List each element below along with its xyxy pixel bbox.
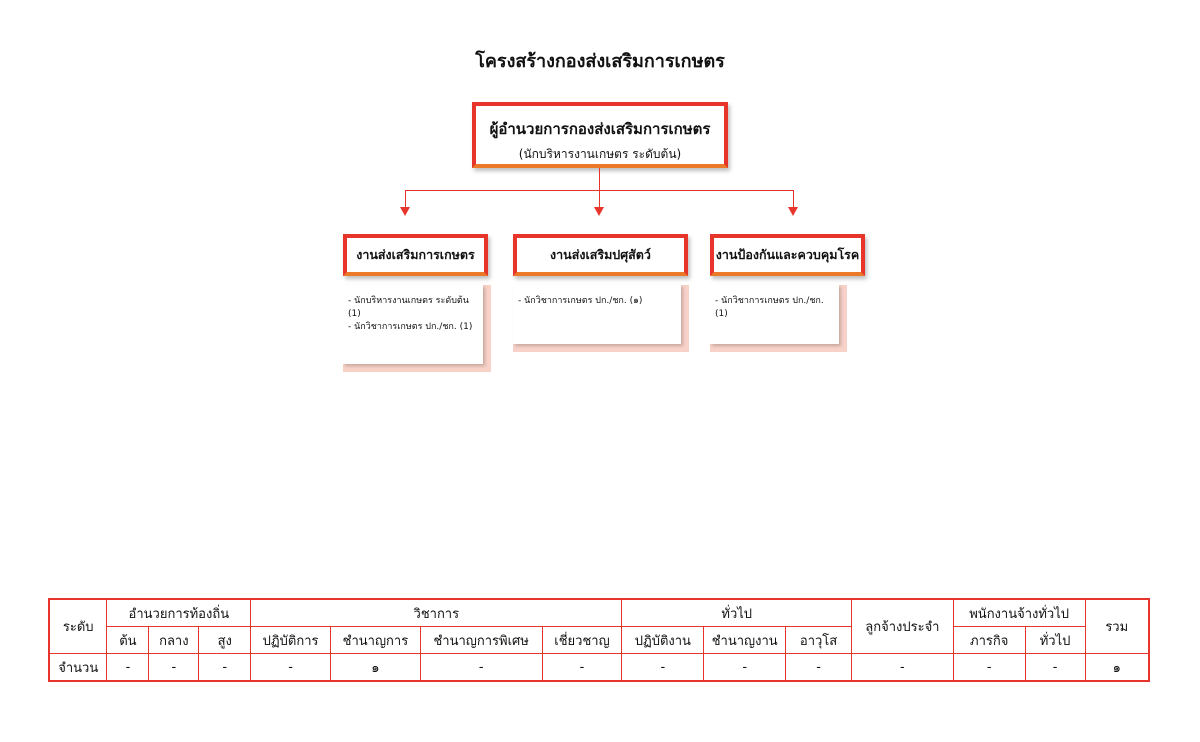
duty-box-agriculture-promotion [343, 285, 491, 372]
count-ac-expert: - [542, 654, 622, 682]
count-permanent: - [852, 654, 954, 682]
duty-item: - นักวิชาการเกษตร ปก./ชก. (1) [348, 322, 473, 332]
count-ac-practitioner: - [251, 654, 331, 682]
sub-ld-mid: กลาง [149, 627, 199, 654]
duty-item: - นักบริหารงานเกษตร ระดับต้น (1) [348, 296, 469, 319]
row-label-count: จำนวน [49, 654, 107, 682]
sub-se-mission: ภารกิจ [953, 627, 1025, 654]
table-subheader-row [49, 627, 1149, 654]
table-row [49, 654, 1149, 682]
count-se-mission: - [953, 654, 1025, 682]
unit-box-agriculture-promotion [343, 234, 488, 276]
count-ge-experienced: - [704, 654, 786, 682]
director-box [472, 102, 728, 168]
arrow-center [594, 207, 604, 216]
sub-ac-practitioner: ปฏิบัติการ [251, 627, 331, 654]
sub-ac-professional: ชำนาญการ [331, 627, 421, 654]
duty-box-disease-prevention [710, 285, 847, 352]
connector-center [599, 190, 600, 208]
duty-item: - นักวิชาการเกษตร ปก./ชก. (1) [715, 296, 824, 319]
sub-ge-experienced: ชำนาญงาน [704, 627, 786, 654]
director-name: ผู้อำนวยการกองส่งเสริมการเกษตร [489, 120, 711, 138]
sub-ld-low: ต้น [107, 627, 149, 654]
count-ge-operator: - [622, 654, 704, 682]
duty-box-livestock-promotion [513, 285, 689, 352]
arrow-right [788, 207, 798, 216]
header-general: ทั่วไป [622, 599, 852, 627]
header-level: ระดับ [49, 599, 107, 654]
director-position: (นักบริหารงานเกษตร ระดับต้น) [518, 147, 682, 161]
unit-name: งานส่งเสริมการเกษตร [356, 247, 475, 262]
page-title: โครงสร้างกองส่งเสริมการเกษตร [475, 51, 725, 72]
unit-name: งานส่งเสริมปศุสัตว์ [550, 247, 651, 262]
sub-se-general: ทั่วไป [1025, 627, 1085, 654]
header-local-director: อำนวยการท้องถิ่น [107, 599, 251, 627]
sub-ge-operator: ปฏิบัติงาน [622, 627, 704, 654]
arrow-left [400, 207, 410, 216]
unit-box-livestock-promotion [513, 234, 688, 276]
count-ld-low: - [107, 654, 149, 682]
sub-ac-senior: ชำนาญการพิเศษ [420, 627, 542, 654]
header-staff-employee: พนักงานจ้างทั่วไป [953, 599, 1085, 627]
count-ld-high: - [199, 654, 251, 682]
sub-ld-high: สูง [199, 627, 251, 654]
header-academic: วิชาการ [251, 599, 622, 627]
duty-item: - นักวิชาการเกษตร ปก./ชก. (๑) [518, 296, 643, 306]
count-ac-professional: ๑ [331, 654, 421, 682]
connector-right [793, 190, 794, 208]
count-se-general: - [1025, 654, 1085, 682]
connector-vertical-main [599, 168, 600, 190]
sub-ge-senior: อาวุโส [786, 627, 852, 654]
unit-name: งานป้องกันและควบคุมโรค [715, 247, 860, 262]
unit-box-disease-prevention [710, 234, 865, 276]
table-header-row [49, 599, 1149, 627]
header-permanent-employee: ลูกจ้างประจำ [852, 599, 954, 654]
count-total: ๑ [1085, 654, 1149, 682]
count-ac-senior: - [420, 654, 542, 682]
connector-left [405, 190, 406, 208]
sub-ac-expert: เชี่ยวชาญ [542, 627, 622, 654]
count-ld-mid: - [149, 654, 199, 682]
count-ge-senior: - [786, 654, 852, 682]
header-total: รวม [1085, 599, 1149, 654]
staffing-table [48, 598, 1150, 682]
